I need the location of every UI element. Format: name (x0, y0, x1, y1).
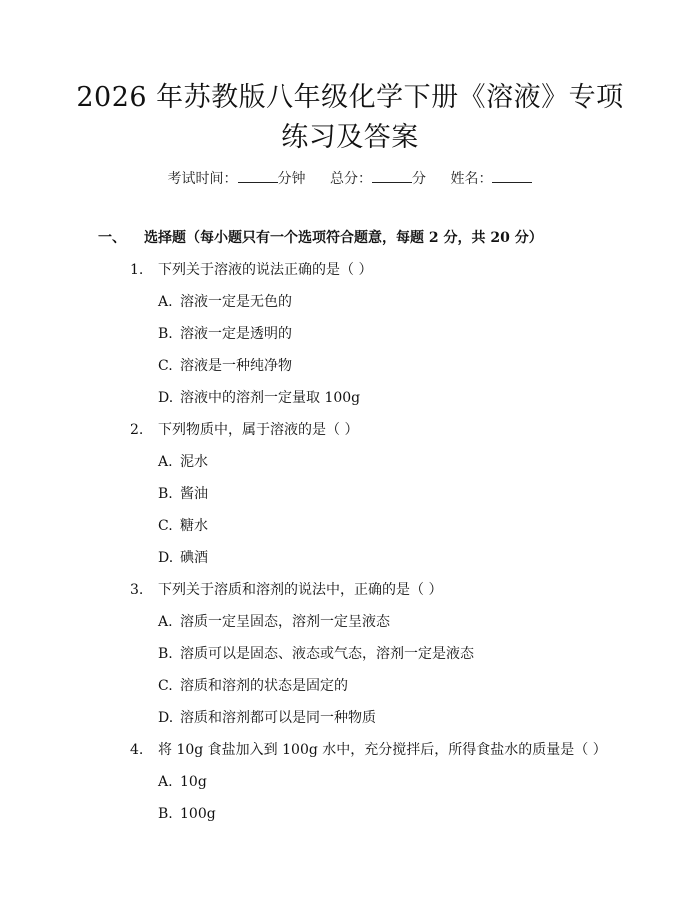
option-text: 溶液是一种纯净物 (180, 358, 292, 374)
question-4 (130, 740, 607, 760)
question-number: 1. (130, 262, 144, 278)
total-score-unit: 分 (412, 171, 426, 187)
section-heading (98, 228, 543, 248)
total-score-label: 总分： (330, 171, 372, 187)
document-title-line-1: 2026 年苏教版八年级化学下册《溶液》专项 (76, 82, 624, 113)
option-2b (158, 484, 208, 504)
option-text: 溶液一定是无色的 (180, 294, 292, 310)
option-letter: C. (158, 678, 173, 694)
option-4b (158, 804, 216, 824)
option-2c (158, 516, 208, 536)
name-label: 姓名： (450, 171, 493, 187)
option-letter: A. (158, 774, 173, 790)
question-text: 下列关于溶质和溶剂的说法中，正确的是（ ） (158, 582, 443, 598)
option-text: 100g (180, 806, 216, 822)
question-number: 3. (130, 582, 144, 598)
option-1a (158, 292, 292, 312)
option-2a (158, 452, 208, 472)
question-3 (130, 580, 442, 600)
option-3a (158, 612, 390, 632)
question-text: 下列关于溶液的说法正确的是（ ） (158, 262, 373, 278)
option-letter: D. (158, 710, 174, 726)
question-number: 2. (130, 422, 144, 438)
option-text: 溶液中的溶剂一定量取 100g (180, 390, 361, 406)
option-text: 糖水 (180, 518, 208, 534)
option-text: 溶质一定呈固态，溶剂一定呈液态 (180, 614, 390, 630)
option-letter: B. (158, 806, 173, 822)
option-1b (158, 324, 292, 344)
option-letter: D. (158, 550, 174, 566)
question-text: 将 10g 食盐加入到 100g 水中，充分搅拌后，所得食盐水的质量是（ ） (158, 742, 607, 758)
question-number: 4. (130, 742, 144, 758)
option-letter: A. (158, 294, 173, 310)
question-2 (130, 420, 358, 440)
option-letter: C. (158, 518, 173, 534)
option-letter: B. (158, 486, 173, 502)
option-3d (158, 708, 376, 728)
option-text: 溶质可以是固态、液态或气态，溶剂一定是液态 (180, 646, 474, 662)
option-3b (158, 644, 474, 664)
exam-meta-line (0, 168, 700, 189)
option-letter: A. (158, 614, 173, 630)
option-text: 碘酒 (180, 550, 208, 566)
name-blank (492, 168, 532, 183)
option-letter: A. (158, 454, 173, 470)
option-1c (158, 356, 292, 376)
question-1 (130, 260, 372, 280)
option-text: 泥水 (180, 454, 208, 470)
option-letter: B. (158, 646, 173, 662)
section-title: 选择题（每小题只有一个选项符合题意，每题 2 分，共 20 分） (144, 230, 543, 246)
exam-time-label: 考试时间： (167, 171, 238, 187)
option-text: 10g (180, 774, 207, 790)
section-number: 一、 (98, 230, 126, 246)
option-text: 溶质和溶剂的状态是固定的 (180, 678, 348, 694)
exam-time-unit: 分钟 (277, 171, 306, 187)
name-field (450, 171, 532, 187)
option-letter: D. (158, 390, 174, 406)
exam-time-field (168, 171, 310, 187)
total-score-field (330, 171, 430, 187)
option-1d (158, 388, 360, 408)
option-2d (158, 548, 208, 568)
option-3c (158, 676, 348, 696)
option-letter: C. (158, 358, 173, 374)
option-letter: B. (158, 326, 173, 342)
option-text: 溶液一定是透明的 (180, 326, 292, 342)
question-text: 下列物质中，属于溶液的是（ ） (158, 422, 359, 438)
total-score-blank (372, 168, 412, 183)
option-4a (158, 772, 207, 792)
option-text: 酱油 (180, 486, 208, 502)
option-text: 溶质和溶剂都可以是同一种物质 (180, 710, 376, 726)
exam-time-blank (238, 168, 278, 183)
document-title-line-2: 练习及答案 (281, 122, 419, 153)
